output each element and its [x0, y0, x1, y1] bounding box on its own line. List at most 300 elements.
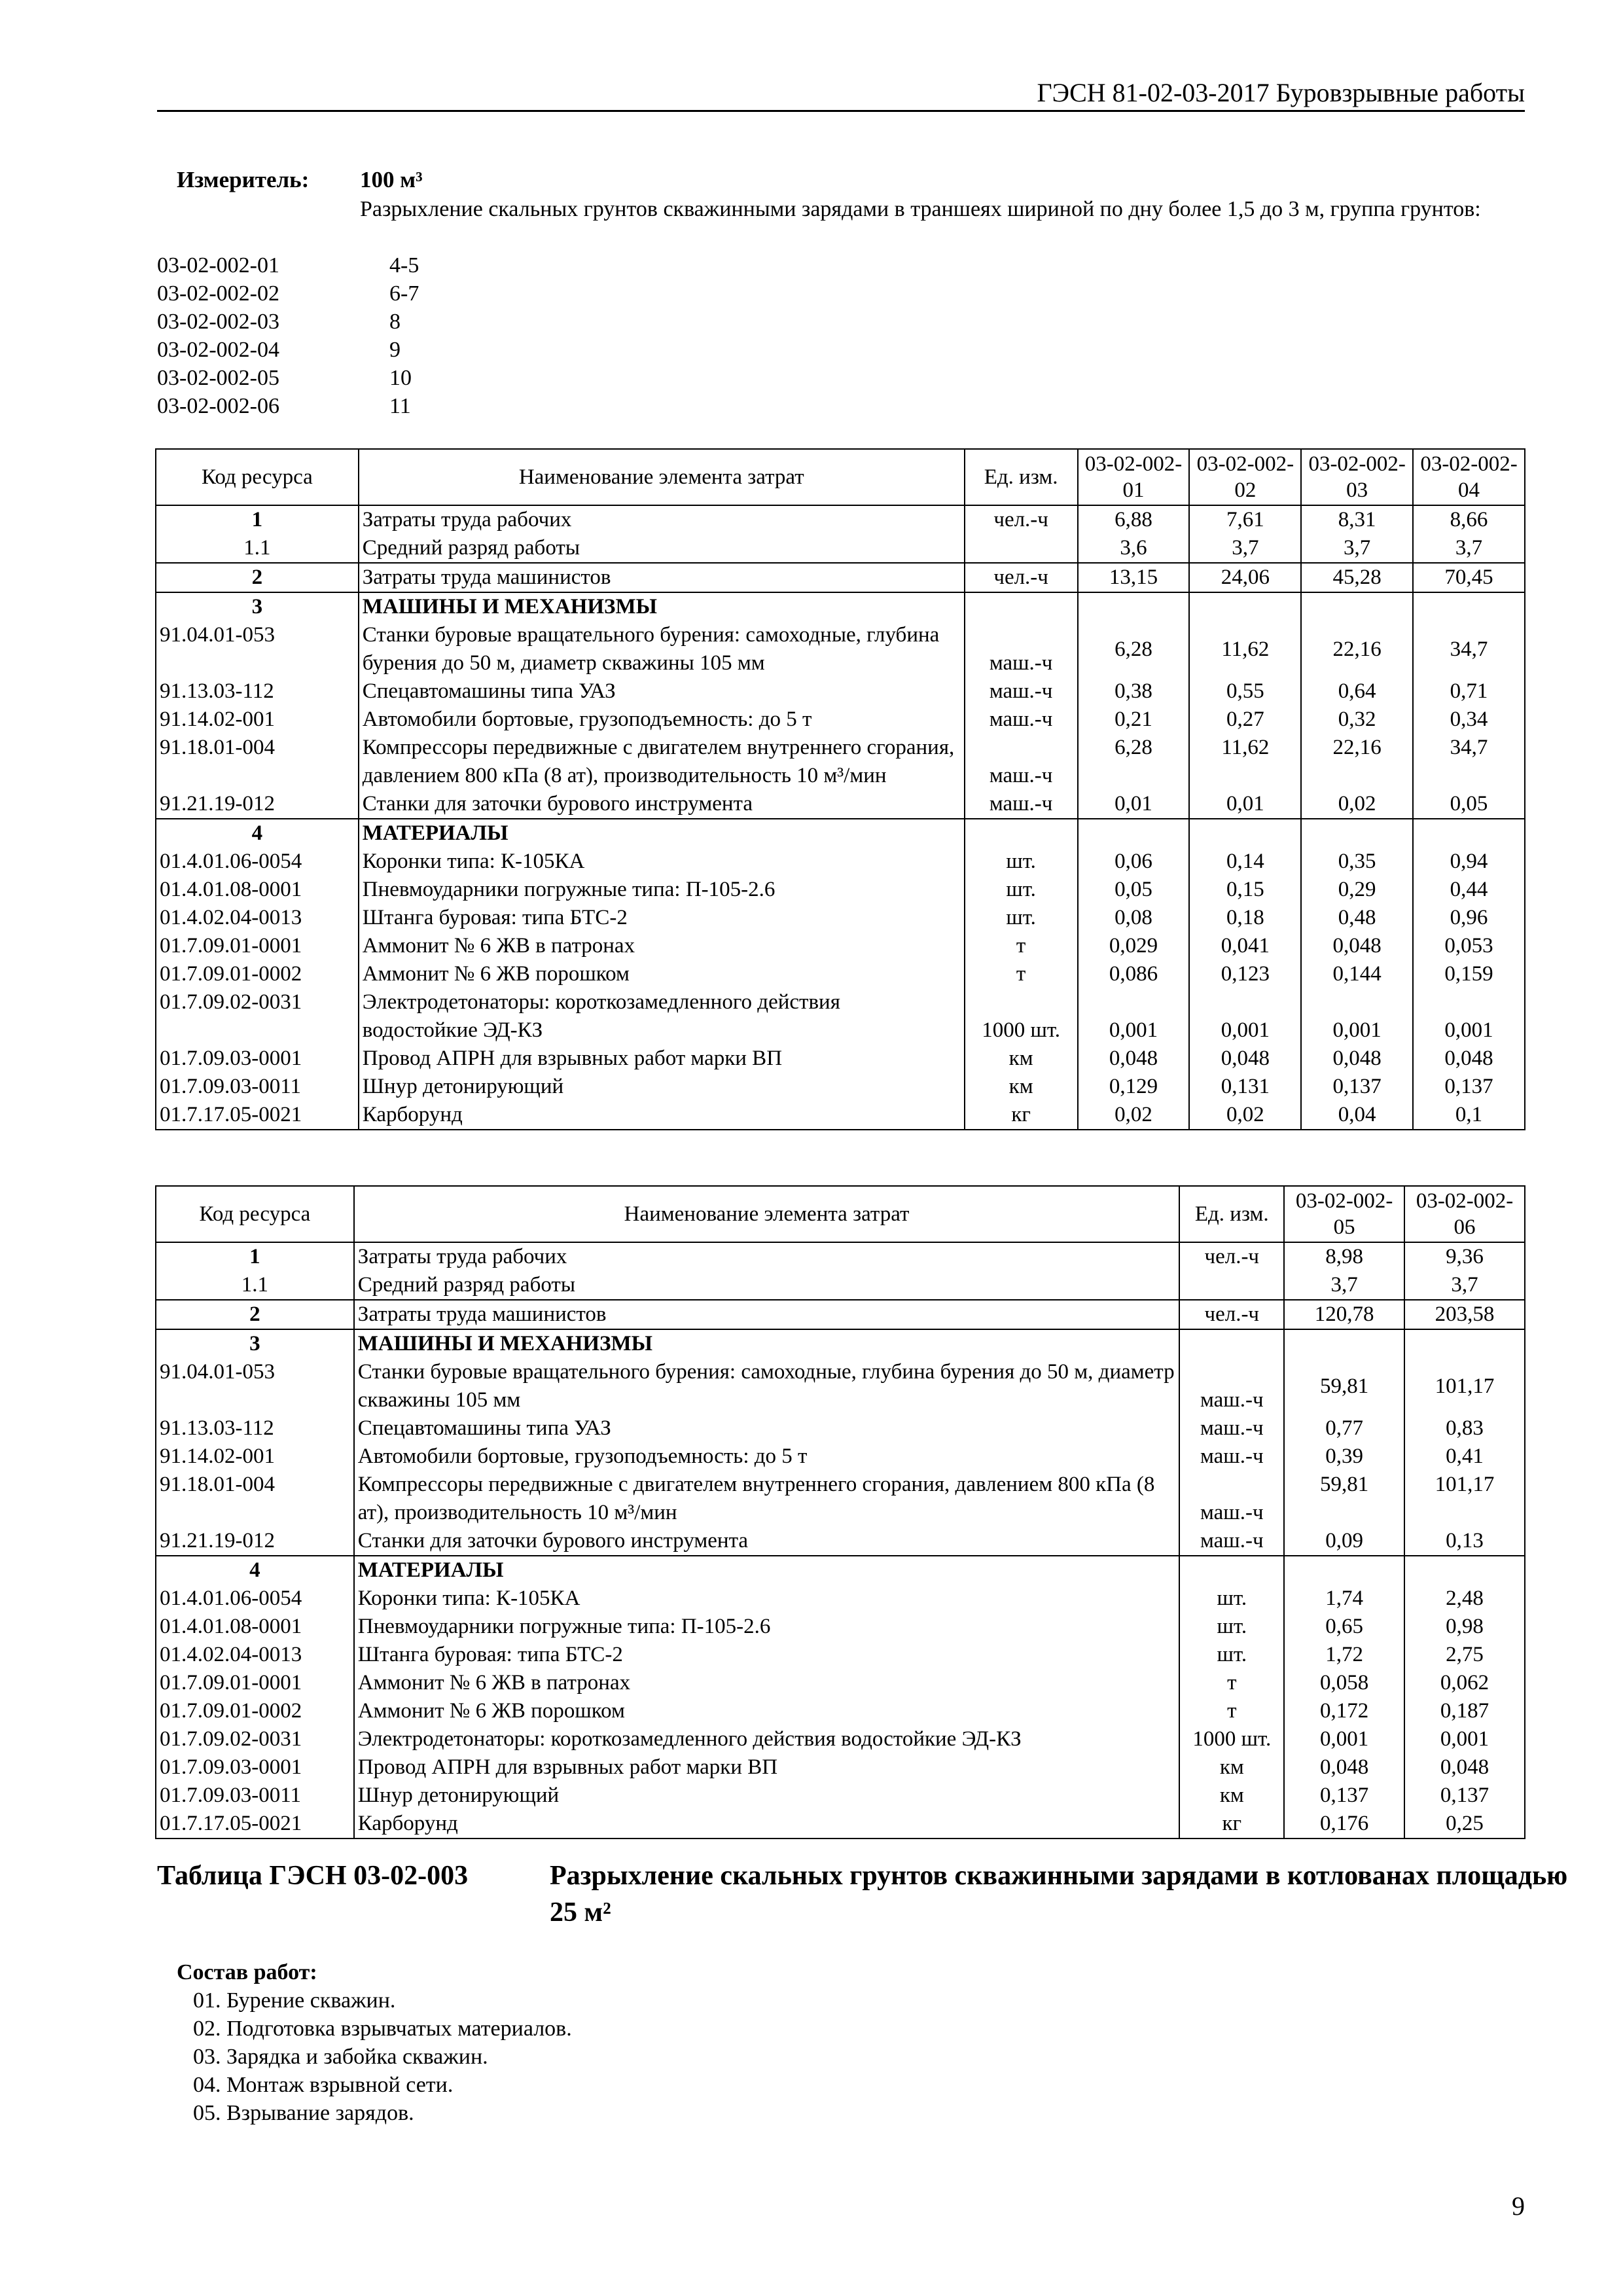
resource-value — [1301, 592, 1413, 621]
resource-name: Станки буровые вращательного бурения: самоходные, глубина бурения до 50 м, диаметр скважины 105 мм — [359, 621, 965, 677]
resource-value: 45,28 — [1301, 563, 1413, 592]
header-column: 03-02-002-06 — [1404, 1186, 1525, 1242]
table-row — [156, 932, 1525, 960]
resource-value: 0,048 — [1301, 1045, 1413, 1073]
resource-value: 0,35 — [1301, 848, 1413, 876]
header-column: 03-02-002-04 — [1413, 449, 1525, 505]
header-unit: Ед. изм. — [965, 449, 1078, 505]
measure-label: Измеритель: — [177, 167, 310, 192]
resource-value: 0,01 — [1078, 790, 1190, 819]
resource-value: 0,65 — [1284, 1613, 1404, 1641]
header-code: Код ресурса — [156, 449, 359, 505]
table-row — [156, 1329, 1525, 1358]
resource-value: 0,001 — [1404, 1725, 1525, 1753]
table-row — [156, 1725, 1525, 1753]
resource-code: 3 — [156, 592, 359, 621]
resource-code: 01.7.17.05-0021 — [156, 1101, 359, 1130]
resource-code: 01.7.09.03-0011 — [156, 1782, 354, 1810]
resource-code: 91.13.03-112 — [156, 677, 359, 706]
resource-value: 0,55 — [1189, 677, 1301, 706]
resource-value: 0,34 — [1413, 706, 1525, 734]
resource-value: 0,048 — [1413, 1045, 1525, 1073]
table-row — [156, 1782, 1525, 1810]
work-item: 01. Бурение скважин. — [193, 1988, 396, 2013]
resource-name: Затраты труда рабочих — [354, 1242, 1180, 1271]
resource-code: 2 — [156, 1300, 354, 1329]
resource-unit: маш.-ч — [1179, 1443, 1284, 1471]
resource-unit: км — [965, 1073, 1078, 1101]
header-column: 03-02-002-02 — [1189, 449, 1301, 505]
resource-unit: шт. — [1179, 1585, 1284, 1613]
resource-value: 2,75 — [1404, 1641, 1525, 1669]
resource-code: 91.14.02-001 — [156, 1443, 354, 1471]
resource-value: 0,129 — [1078, 1073, 1190, 1101]
resource-value: 22,16 — [1301, 734, 1413, 790]
resource-value: 0,137 — [1404, 1782, 1525, 1810]
resource-value: 0,001 — [1189, 988, 1301, 1045]
resource-value: 0,98 — [1404, 1613, 1525, 1641]
resource-value: 34,7 — [1413, 734, 1525, 790]
table-row — [156, 1045, 1525, 1073]
table-row — [156, 1753, 1525, 1782]
resource-value: 0,1 — [1413, 1101, 1525, 1130]
resource-value: 0,32 — [1301, 706, 1413, 734]
table-row — [156, 848, 1525, 876]
soil-group: 9 — [389, 338, 401, 362]
resource-unit: кг — [965, 1101, 1078, 1130]
resource-value: 6,28 — [1078, 734, 1190, 790]
resource-name: Затраты труда рабочих — [359, 505, 965, 534]
table-row — [156, 592, 1525, 621]
code-row — [157, 279, 812, 308]
resource-value: 0,123 — [1189, 960, 1301, 988]
resource-value: 0,39 — [1284, 1443, 1404, 1471]
resource-unit: маш.-ч — [965, 790, 1078, 819]
resource-value: 3,7 — [1284, 1271, 1404, 1300]
resource-value: 59,81 — [1284, 1358, 1404, 1414]
resource-unit: шт. — [1179, 1641, 1284, 1669]
resource-value: 0,137 — [1413, 1073, 1525, 1101]
table-row — [156, 505, 1525, 534]
resource-value — [1413, 819, 1525, 848]
resource-name: Провод АПРН для взрывных работ марки ВП — [354, 1753, 1180, 1782]
resource-value: 0,137 — [1284, 1782, 1404, 1810]
resource-unit — [1179, 1329, 1284, 1358]
work-title: Состав работ: — [177, 1960, 317, 1984]
table-label: Таблица ГЭСН 03-02-003 — [157, 1861, 469, 1891]
resource-value: 0,14 — [1189, 848, 1301, 876]
resource-unit: маш.-ч — [965, 706, 1078, 734]
resource-code: 01.7.09.01-0001 — [156, 932, 359, 960]
resource-value: 0,048 — [1301, 932, 1413, 960]
resource-value: 0,27 — [1189, 706, 1301, 734]
resource-value: 0,04 — [1301, 1101, 1413, 1130]
resource-name: Карборунд — [359, 1101, 965, 1130]
soil-group: 11 — [389, 394, 411, 418]
table-row — [156, 706, 1525, 734]
resource-value: 203,58 — [1404, 1300, 1525, 1329]
resource-code: 91.04.01-053 — [156, 1358, 354, 1414]
resource-code: 4 — [156, 1556, 354, 1585]
resource-value: 11,62 — [1189, 621, 1301, 677]
resource-value: 101,17 — [1404, 1471, 1525, 1527]
resource-unit: маш.-ч — [965, 621, 1078, 677]
resource-name: Компрессоры передвижные с двигателем внутреннего сгорания, давлением 800 кПа (8 ат), производительность 10 м³/мин — [354, 1471, 1180, 1527]
code-row — [157, 392, 812, 420]
resource-value: 9,36 — [1404, 1242, 1525, 1271]
resource-value: 8,98 — [1284, 1242, 1404, 1271]
resource-unit: чел.-ч — [1179, 1242, 1284, 1271]
resource-code: 91.18.01-004 — [156, 734, 359, 790]
resource-name: Коронки типа: К-105КА — [354, 1585, 1180, 1613]
resource-value: 0,048 — [1404, 1753, 1525, 1782]
resource-value: 0,02 — [1301, 790, 1413, 819]
resource-unit: км — [1179, 1753, 1284, 1782]
resource-value: 0,187 — [1404, 1697, 1525, 1725]
resource-value: 0,06 — [1078, 848, 1190, 876]
resource-value: 0,159 — [1413, 960, 1525, 988]
resource-name: Коронки типа: К-105КА — [359, 848, 965, 876]
resource-code: 01.7.09.01-0002 — [156, 960, 359, 988]
resource-value: 3,7 — [1413, 534, 1525, 563]
resource-unit: чел.-ч — [965, 505, 1078, 534]
table-title: Разрыхление скальных грунтов скважинными зарядами в котлованах площадью 25 м² — [550, 1861, 1568, 1928]
resource-value: 0,172 — [1284, 1697, 1404, 1725]
table-row — [156, 1073, 1525, 1101]
resource-value: 0,062 — [1404, 1669, 1525, 1697]
resource-name: Аммонит № 6 ЖВ в патронах — [359, 932, 965, 960]
table-row — [156, 876, 1525, 904]
table-row — [156, 1556, 1525, 1585]
resource-name: Пневмоударники погружные типа: П-105-2.6 — [354, 1613, 1180, 1641]
resource-value: 0,38 — [1078, 677, 1190, 706]
resource-name: МАТЕРИАЛЫ — [354, 1556, 1180, 1585]
resource-unit: т — [1179, 1669, 1284, 1697]
resource-name: Станки буровые вращательного бурения: самоходные, глубина бурения до 50 м, диаметр скважины 105 мм — [354, 1358, 1180, 1414]
resource-name: Аммонит № 6 ЖВ порошком — [354, 1697, 1180, 1725]
resource-code: 91.21.19-012 — [156, 790, 359, 819]
resource-value: 59,81 — [1284, 1471, 1404, 1527]
table-row — [156, 621, 1525, 677]
table-row — [156, 790, 1525, 819]
resource-value: 0,05 — [1078, 876, 1190, 904]
resource-name: Автомобили бортовые, грузоподъемность: до 5 т — [354, 1443, 1180, 1471]
resource-value: 0,053 — [1413, 932, 1525, 960]
resource-unit: чел.-ч — [965, 563, 1078, 592]
resource-value: 0,71 — [1413, 677, 1525, 706]
measure-description: Разрыхление скальных грунтов скважинными зарядами в траншеях шириной по дну более 1,5 до 3 м, группа грунтов: — [360, 197, 1481, 221]
resource-value: 0,029 — [1078, 932, 1190, 960]
resource-unit — [965, 592, 1078, 621]
resource-value: 3,7 — [1189, 534, 1301, 563]
table-row — [156, 988, 1525, 1045]
resource-value: 0,96 — [1413, 904, 1525, 932]
table-row — [156, 1443, 1525, 1471]
table-row — [156, 1101, 1525, 1130]
resource-code: 01.7.09.03-0001 — [156, 1045, 359, 1073]
resource-code: 01.7.09.01-0001 — [156, 1669, 354, 1697]
work-item: 03. Зарядка и забойка скважин. — [193, 2045, 488, 2069]
code: 03-02-002-01 — [157, 253, 279, 278]
resource-value: 0,08 — [1078, 904, 1190, 932]
soil-group: 4-5 — [389, 253, 419, 278]
resource-code: 1 — [156, 1242, 354, 1271]
header-title: ГЭСН 81-02-03-2017 Буровзрывные работы — [1037, 78, 1525, 107]
resource-code: 91.14.02-001 — [156, 706, 359, 734]
table-row — [156, 1641, 1525, 1669]
work-item: 02. Подготовка взрывчатых материалов. — [193, 2017, 572, 2041]
resource-value: 0,21 — [1078, 706, 1190, 734]
resource-code: 01.7.09.02-0031 — [156, 988, 359, 1045]
resource-name: Компрессоры передвижные с двигателем внутреннего сгорания, давлением 800 кПа (8 ат), производительность 10 м³/мин — [359, 734, 965, 790]
table-row — [156, 1271, 1525, 1300]
resource-name: Провод АПРН для взрывных работ марки ВП — [359, 1045, 965, 1073]
resource-unit: маш.-ч — [1179, 1527, 1284, 1556]
resource-name: Электродетонаторы: короткозамедленного действия водостойкие ЭД-КЗ — [359, 988, 965, 1045]
code-row — [157, 251, 812, 279]
soil-group: 8 — [389, 310, 401, 334]
resource-value: 0,001 — [1301, 988, 1413, 1045]
resource-code: 91.04.01-053 — [156, 621, 359, 677]
resource-value: 13,15 — [1078, 563, 1190, 592]
work-item: 04. Монтаж взрывной сети. — [193, 2073, 454, 2097]
resource-value: 0,001 — [1284, 1725, 1404, 1753]
resource-value: 0,041 — [1189, 932, 1301, 960]
resource-code: 01.7.09.03-0011 — [156, 1073, 359, 1101]
table-body — [156, 505, 1525, 1130]
resource-code: 4 — [156, 819, 359, 848]
table-row — [156, 1527, 1525, 1556]
resource-value: 0,83 — [1404, 1414, 1525, 1443]
resource-unit: км — [965, 1045, 1078, 1073]
resource-value: 8,66 — [1413, 505, 1525, 534]
table-row — [156, 1585, 1525, 1613]
resource-value — [1078, 592, 1190, 621]
resource-name: Штанга буровая: типа БТС-2 — [359, 904, 965, 932]
resource-code: 2 — [156, 563, 359, 592]
table-row — [156, 563, 1525, 592]
resource-value — [1189, 592, 1301, 621]
resource-unit: шт. — [965, 876, 1078, 904]
resource-value: 0,048 — [1189, 1045, 1301, 1073]
resource-unit — [1179, 1271, 1284, 1300]
page-header — [157, 73, 1525, 112]
resource-code: 91.13.03-112 — [156, 1414, 354, 1443]
resource-unit: маш.-ч — [965, 734, 1078, 790]
resource-value: 8,31 — [1301, 505, 1413, 534]
resource-value: 120,78 — [1284, 1300, 1404, 1329]
resource-value: 1,74 — [1284, 1585, 1404, 1613]
resource-value: 22,16 — [1301, 621, 1413, 677]
resource-unit: 1000 шт. — [965, 988, 1078, 1045]
resource-name: Аммонит № 6 ЖВ порошком — [359, 960, 965, 988]
work-item: 05. Взрывание зарядов. — [193, 2101, 414, 2125]
resource-code: 01.7.09.03-0001 — [156, 1753, 354, 1782]
resource-name: Автомобили бортовые, грузоподъемность: до 5 т — [359, 706, 965, 734]
resource-value — [1413, 592, 1525, 621]
resource-value: 2,48 — [1404, 1585, 1525, 1613]
table-row — [156, 904, 1525, 932]
resource-table-2 — [155, 1185, 1525, 1839]
resource-name: МАТЕРИАЛЫ — [359, 819, 965, 848]
resource-unit: 1000 шт. — [1179, 1725, 1284, 1753]
resource-value: 0,001 — [1413, 988, 1525, 1045]
resource-value: 7,61 — [1189, 505, 1301, 534]
resource-name: Затраты труда машинистов — [359, 563, 965, 592]
resource-unit: маш.-ч — [1179, 1471, 1284, 1527]
resource-value: 0,048 — [1284, 1753, 1404, 1782]
code-row — [157, 308, 812, 336]
resource-unit: т — [965, 960, 1078, 988]
table-row — [156, 677, 1525, 706]
work-composition — [177, 1958, 572, 2127]
resource-code: 01.7.09.02-0031 — [156, 1725, 354, 1753]
resource-code: 01.4.01.06-0054 — [156, 848, 359, 876]
resource-table-1 — [155, 448, 1525, 1130]
resource-code: 91.21.19-012 — [156, 1527, 354, 1556]
resource-value: 6,88 — [1078, 505, 1190, 534]
resource-value: 3,6 — [1078, 534, 1190, 563]
table-row — [156, 1414, 1525, 1443]
resource-code: 1.1 — [156, 1271, 354, 1300]
table-row — [156, 1810, 1525, 1839]
resource-value — [1284, 1556, 1404, 1585]
resource-name: МАШИНЫ И МЕХАНИЗМЫ — [354, 1329, 1180, 1358]
soil-group: 10 — [389, 366, 412, 390]
resource-value: 0,02 — [1078, 1101, 1190, 1130]
resource-name: Средний разряд работы — [359, 534, 965, 563]
resource-value — [1404, 1329, 1525, 1358]
resource-value: 0,058 — [1284, 1669, 1404, 1697]
header-column: 03-02-002-05 — [1284, 1186, 1404, 1242]
page-number: 9 — [1512, 2191, 1525, 2221]
header-column: 03-02-002-01 — [1078, 449, 1190, 505]
resource-unit — [965, 819, 1078, 848]
resource-value: 0,18 — [1189, 904, 1301, 932]
resource-value — [1301, 819, 1413, 848]
resource-value: 0,02 — [1189, 1101, 1301, 1130]
resource-value: 0,131 — [1189, 1073, 1301, 1101]
resource-value: 0,41 — [1404, 1443, 1525, 1471]
resource-value — [1284, 1329, 1404, 1358]
resource-value: 70,45 — [1413, 563, 1525, 592]
resource-name: Спецавтомашины типа УАЗ — [354, 1414, 1180, 1443]
resource-value — [1189, 819, 1301, 848]
resource-value — [1078, 819, 1190, 848]
resource-value: 6,28 — [1078, 621, 1190, 677]
resource-value: 24,06 — [1189, 563, 1301, 592]
resource-unit: маш.-ч — [1179, 1414, 1284, 1443]
header-name: Наименование элемента затрат — [359, 449, 965, 505]
resource-name: Карборунд — [354, 1810, 1180, 1839]
resource-value: 0,48 — [1301, 904, 1413, 932]
resource-value: 0,13 — [1404, 1527, 1525, 1556]
resource-value: 3,7 — [1301, 534, 1413, 563]
resource-value: 0,44 — [1413, 876, 1525, 904]
resource-name: Шнур детонирующий — [354, 1782, 1180, 1810]
resource-code: 01.4.01.06-0054 — [156, 1585, 354, 1613]
code: 03-02-002-04 — [157, 338, 279, 362]
code: 03-02-002-02 — [157, 281, 279, 306]
header-name: Наименование элемента затрат — [354, 1186, 1180, 1242]
resource-name: Затраты труда машинистов — [354, 1300, 1180, 1329]
table-row — [156, 1471, 1525, 1527]
resource-code: 01.7.17.05-0021 — [156, 1810, 354, 1839]
table-row — [156, 1242, 1525, 1271]
resource-unit: т — [965, 932, 1078, 960]
resource-code: 01.4.01.08-0001 — [156, 1613, 354, 1641]
resource-value: 0,09 — [1284, 1527, 1404, 1556]
resource-value: 3,7 — [1404, 1271, 1525, 1300]
header-column: 03-02-002-03 — [1301, 449, 1413, 505]
resource-unit: маш.-ч — [1179, 1358, 1284, 1414]
resource-unit: шт. — [1179, 1613, 1284, 1641]
resource-value: 0,15 — [1189, 876, 1301, 904]
resource-value: 0,01 — [1189, 790, 1301, 819]
resource-name: Спецавтомашины типа УАЗ — [359, 677, 965, 706]
resource-value: 0,05 — [1413, 790, 1525, 819]
resource-value: 34,7 — [1413, 621, 1525, 677]
table-body — [156, 1242, 1525, 1839]
resource-name: Электродетонаторы: короткозамедленного действия водостойкие ЭД-КЗ — [354, 1725, 1180, 1753]
resource-unit: шт. — [965, 848, 1078, 876]
table-row — [156, 1300, 1525, 1329]
resource-code: 01.4.02.04-0013 — [156, 904, 359, 932]
resource-unit: маш.-ч — [965, 677, 1078, 706]
resource-code: 3 — [156, 1329, 354, 1358]
resource-value: 0,77 — [1284, 1414, 1404, 1443]
resource-code: 91.18.01-004 — [156, 1471, 354, 1527]
resource-value: 1,72 — [1284, 1641, 1404, 1669]
resource-unit: кг — [1179, 1810, 1284, 1839]
resource-value: 0,25 — [1404, 1810, 1525, 1839]
resource-code: 1.1 — [156, 534, 359, 563]
resource-unit: чел.-ч — [1179, 1300, 1284, 1329]
resource-unit — [965, 534, 1078, 563]
resource-value: 0,64 — [1301, 677, 1413, 706]
table-row — [156, 1697, 1525, 1725]
resource-value: 0,001 — [1078, 988, 1190, 1045]
resource-name: МАШИНЫ И МЕХАНИЗМЫ — [359, 592, 965, 621]
resource-value: 0,086 — [1078, 960, 1190, 988]
table-row — [156, 1358, 1525, 1414]
resource-name: Средний разряд работы — [354, 1271, 1180, 1300]
code: 03-02-002-06 — [157, 394, 279, 418]
resource-value: 0,048 — [1078, 1045, 1190, 1073]
resource-name: Шнур детонирующий — [359, 1073, 965, 1101]
resource-name: Аммонит № 6 ЖВ в патронах — [354, 1669, 1180, 1697]
table-row — [156, 734, 1525, 790]
resource-value: 11,62 — [1189, 734, 1301, 790]
resource-value — [1404, 1556, 1525, 1585]
resource-code: 1 — [156, 505, 359, 534]
resource-value: 0,144 — [1301, 960, 1413, 988]
resource-code: 01.4.01.08-0001 — [156, 876, 359, 904]
code-row — [157, 336, 812, 364]
resource-value: 101,17 — [1404, 1358, 1525, 1414]
resource-name: Станки для заточки бурового инструмента — [354, 1527, 1180, 1556]
code: 03-02-002-03 — [157, 310, 279, 334]
table-row — [156, 534, 1525, 563]
resource-name: Штанга буровая: типа БТС-2 — [354, 1641, 1180, 1669]
resource-unit: км — [1179, 1782, 1284, 1810]
resource-value: 0,29 — [1301, 876, 1413, 904]
table-row — [156, 960, 1525, 988]
code-row — [157, 364, 812, 392]
code-list — [157, 251, 812, 420]
table-row — [156, 1613, 1525, 1641]
resource-code: 01.4.02.04-0013 — [156, 1641, 354, 1669]
